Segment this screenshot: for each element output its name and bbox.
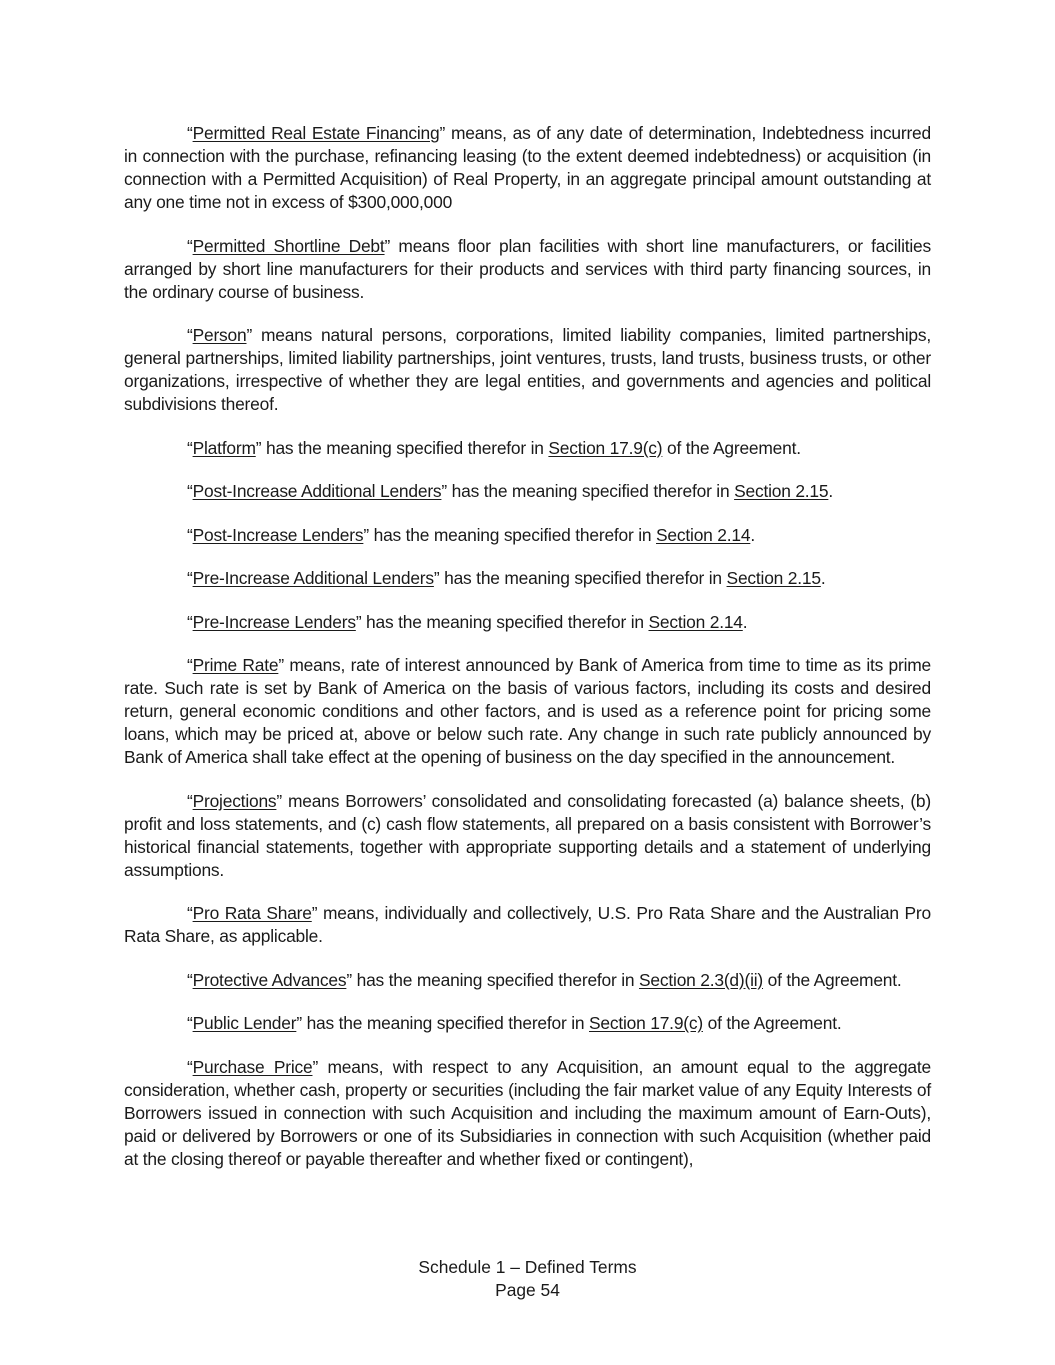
section-reference: Section 2.15 <box>734 481 829 501</box>
definition-text: ” means Borrowers’ consolidated and consolidating forecasted (a) balance sheets, (b) profit and loss statements, and (c) cash flow statements, all prepared on a basis consistent with Borrower’s historical financial statements, together with appropriate supporting details and a statement of underlying assumptions. <box>124 790 931 880</box>
definition-prime-rate: “Prime Rate” means, rate of interest announced by Bank of America from time to time as its prime rate. Such rate is set by Bank of America on the basis of various factors, including its costs and desired return, general economic conditions and other factors, and is used as a reference point for pricing some loans, which may be priced at, above or below such rate. Any change in such rate publicly announced by Bank of America shall take effect at the opening of business on the day specified in the announcement. <box>124 655 932 767</box>
section-reference: Section 2.14 <box>648 611 743 632</box>
definition-text: ” means, as of any date of determination, Indebtedness incurred in connection with the purchase, refinancing leasing (to the extent deemed indebtedness) or acquisition (in connection with a Permitted Acquisition) of Real Property, in an aggregate principal amount outstanding at any one time not in excess of $300,000,000 <box>124 123 931 212</box>
defined-term: Pre-Increase Lenders <box>192 611 356 632</box>
defined-term: Protective Advances <box>192 969 347 990</box>
defined-term: Permitted Real Estate Financing <box>192 123 440 143</box>
defined-term: Projections <box>192 790 277 811</box>
section-reference: Section 17.9(c) <box>548 437 663 458</box>
defined-term: Post-Increase Additional Lenders <box>192 481 442 501</box>
definition-post-increase-additional-lenders: “Post-Increase Additional Lenders” has the meaning specified therefor in Section 2.15. <box>187 481 834 501</box>
definition-permitted-shortline-debt: “Permitted Shortline Debt” means floor plan facilities with short line manufacturers, or facilities arranged by short line manufacturers for their products and services with third party financing sources, in the ordinary course of business. <box>124 235 932 302</box>
definition-pre-increase-additional-lenders: “Pre-Increase Additional Lenders” has the meaning specified therefor in Section 2.15. <box>187 568 826 588</box>
definition-post-increase-lenders: “Post-Increase Lenders” has the meaning specified therefor in Section 2.14. <box>187 524 755 545</box>
defined-term: Person <box>192 325 247 345</box>
defined-term: Prime Rate <box>192 655 279 675</box>
definition-public-lender: “Public Lender” has the meaning specified therefor in Section 17.9(c) of the Agreement. <box>187 1013 842 1033</box>
defined-term: Pre-Increase Additional Lenders <box>192 568 434 588</box>
section-reference: Section 2.14 <box>656 524 751 545</box>
definition-pro-rata-share: “Pro Rata Share” means, individually and collectively, U.S. Pro Rata Share and the Australian Pro Rata Share, as applicable. <box>124 903 931 946</box>
definition-text: ” means natural persons, corporations, limited liability companies, limited partnerships, general partnerships, limited liability partnerships, joint ventures, trusts, land trusts, business trusts, or other organizations, irrespective of whether they are legal entities, and governments and agencies and political subdivisions thereof. <box>124 325 931 414</box>
definition-text: ” means, individually and collectively, U.S. Pro Rata Share and the Australian Pro Rata Share, as applicable. <box>124 903 931 946</box>
definition-text: ” means, with respect to any Acquisition, an amount equal to the aggregate consideration, whether cash, property or securities (including the fair market value of any Equity Interests of Borrowers issued in connection with such Acquisition and including the maximum amount of Earn-Outs), paid or delivered by Borrowers or one of its Subsidiaries in connection with such Acquisition (whether paid at the closing thereof or payable thereafter and whether fixed or contingent), <box>124 1056 932 1169</box>
defined-term: Platform <box>192 437 256 458</box>
section-reference: Section 2.3(d)(ii) <box>639 969 764 990</box>
definition-platform: “Platform” has the meaning specified therefor in Section 17.9(c) of the Agreement. <box>187 437 801 458</box>
definition-text: ” means, rate of interest announced by Bank of America from time to time as its prime rate. Such rate is set by Bank of America on the basis of various factors, including its costs and desired return, general economic conditions and other factors, and is used as a reference point for pricing some loans, which may be priced at, above or below such rate. Any change in such rate publicly announced by Bank of America shall take effect at the opening of business on the day specified in the announcement. <box>124 655 932 767</box>
defined-term: Permitted Shortline Debt <box>192 235 385 256</box>
footer-schedule-title: Schedule 1 – Defined Terms <box>418 1257 637 1277</box>
footer-page-number: Page 54 <box>495 1280 560 1300</box>
definition-projections: “Projections” means Borrowers’ consolidated and consolidating forecasted (a) balance sheets, (b) profit and loss statements, and (c) cash flow statements, all prepared on a basis consistent with Borrower’s historical financial statements, together with appropriate supporting details and a statement of underlying assumptions. <box>124 790 931 880</box>
defined-term: Pro Rata Share <box>192 903 312 923</box>
definition-purchase-price: “Purchase Price” means, with respect to any Acquisition, an amount equal to the aggregate consideration, whether cash, property or securities (including the fair market value of any Equity Interests of Borrowers issued in connection with such Acquisition and including the maximum amount of Earn-Outs), paid or delivered by Borrowers or one of its Subsidiaries in connection with such Acquisition (whether paid at the closing thereof or payable thereafter and whether fixed or contingent), <box>124 1056 932 1169</box>
definition-permitted-real-estate-financing: “Permitted Real Estate Financing” means, as of any date of determination, Indebtedness incurred in connection with the purchase, refinancing leasing (to the extent deemed indebtedness) or acquisition (in connection with a Permitted Acquisition) of Real Property, in an aggregate principal amount outstanding at any one time not in excess of $300,000,000 <box>124 123 931 212</box>
definition-text: ” means floor plan facilities with short line manufacturers, or facilities arranged by short line manufacturers for their products and services with third party financing sources, in the ordinary course of business. <box>124 235 932 302</box>
section-reference: Section 17.9(c) <box>589 1013 703 1033</box>
defined-term: Public Lender <box>192 1013 297 1033</box>
defined-term: Post-Increase Lenders <box>192 524 364 545</box>
section-reference: Section 2.15 <box>726 568 821 588</box>
definition-person: “Person” means natural persons, corporations, limited liability companies, limited partnerships, general partnerships, limited liability partnerships, joint ventures, trusts, land trusts, business trusts, or other organizations, irrespective of whether they are legal entities, and governments and agencies and political subdivisions thereof. <box>124 325 931 414</box>
definition-protective-advances: “Protective Advances” has the meaning specified therefor in Section 2.3(d)(ii) of the Agreement. <box>187 969 902 990</box>
document-page <box>124 122 931 1191</box>
page-footer <box>0 1256 1055 1302</box>
definition-pre-increase-lenders: “Pre-Increase Lenders” has the meaning specified therefor in Section 2.14. <box>187 611 748 632</box>
defined-term: Purchase Price <box>192 1056 313 1077</box>
